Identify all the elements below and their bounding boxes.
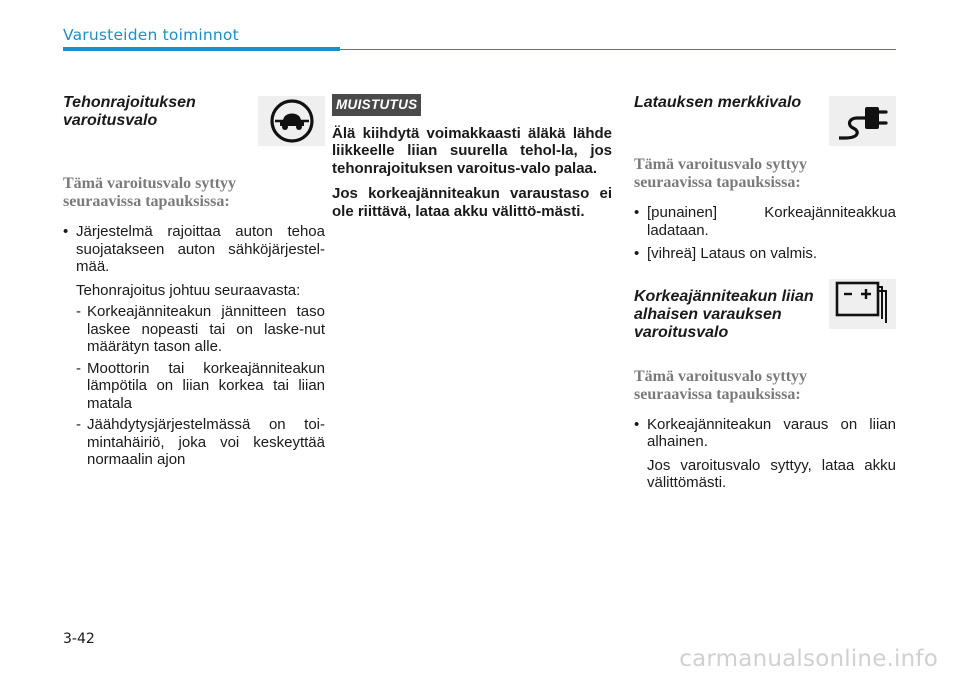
dash-text: Jäähdytysjärjestelmässä on toi-mintahäiriö, joka voi keskeyttää normaalin ajon <box>87 416 325 468</box>
note-paragraph: Älä kiihdytä voimakkaasti äläkä lähde liikkeelle liian suurella tehol-la, jos tehonrajoituksen varoitus-valo palaa. <box>332 124 612 177</box>
list-item: • [vihreä] Lataus on valmis. <box>634 245 896 263</box>
note-paragraph: Jos korkeajänniteakun varaustaso ei ole riittävä, lataa akku välittö-mästi. <box>332 185 612 220</box>
paragraph: Tehonrajoitus johtuu seuraavasta: <box>76 281 301 299</box>
power-limit-warning-icon <box>258 96 325 146</box>
watermark: carmanualsonline.info <box>679 646 938 672</box>
subhead-line: seuraavissa tapauksissa: <box>634 174 801 191</box>
dash-item: - Jäähdytysjärjestelmässä on toi-mintahäiriö, joka voi keskeyttää normaalin ajon <box>76 416 325 468</box>
dash-item: - Korkeajänniteakun jännitteen taso laskee nopeasti tai on laske-nut määrätyn tason alle. <box>76 303 325 355</box>
battery-icon <box>829 279 896 329</box>
title-line: Tehonrajoituksen <box>63 94 196 111</box>
note-badge: MUISTUTUS <box>332 94 421 116</box>
dash-item: - Moottorin tai korkeajänniteakun lämpötila on liian korkea tai liian matala <box>76 359 325 412</box>
column-power-limit <box>63 94 325 473</box>
dash-text: Moottorin tai korkeajänniteakun lämpötila on liian korkea tai liian matala <box>87 359 325 412</box>
subhead-line: Tämä varoitusvalo syttyy <box>634 156 808 173</box>
subhead-line: Tämä varoitusvalo syttyy <box>634 367 808 385</box>
section-header: Varusteiden toiminnot <box>63 26 239 44</box>
subhead-line: seuraavissa tapauksissa: <box>634 385 801 403</box>
charging-plug-icon <box>829 96 896 146</box>
low-charge-subhead <box>634 368 896 404</box>
subhead-line: Tämä varoitusvalo syttyy <box>63 175 237 192</box>
column-note <box>332 94 612 228</box>
subhead-line: seuraavissa tapauksissa: <box>63 193 230 210</box>
title-line: alhaisen varauksen <box>634 305 782 323</box>
title-line: Korkeajänniteakun liian <box>634 287 814 305</box>
dash-text: Korkeajänniteakun jännitteen taso laskee nopeasti tai on laske-nut määrätyn tason alle. <box>87 303 325 355</box>
title-line: varoitusvalo <box>634 323 729 341</box>
header-rule-thick <box>63 47 340 51</box>
page-number: 3-42 <box>63 631 95 647</box>
charging-subhead <box>634 156 896 192</box>
charging-title: Latauksen merkkivalo <box>634 94 802 111</box>
power-limit-subhead <box>63 175 325 211</box>
list-item: • Järjestelmä rajoittaa auton tehoa suojatakseen auton sähköjärjestel-mää. <box>63 223 325 276</box>
header-rule-thin <box>340 49 896 50</box>
list-item: • Korkeajänniteakun varaus on liian alhainen. <box>634 416 896 451</box>
list-item: • [punainen] Korkeajänniteakkua ladataan. <box>634 204 896 239</box>
paragraph: Jos varoitusvalo syttyy, lataa akku välittömästi. <box>647 456 896 491</box>
title-line: varoitusvalo <box>63 112 158 129</box>
